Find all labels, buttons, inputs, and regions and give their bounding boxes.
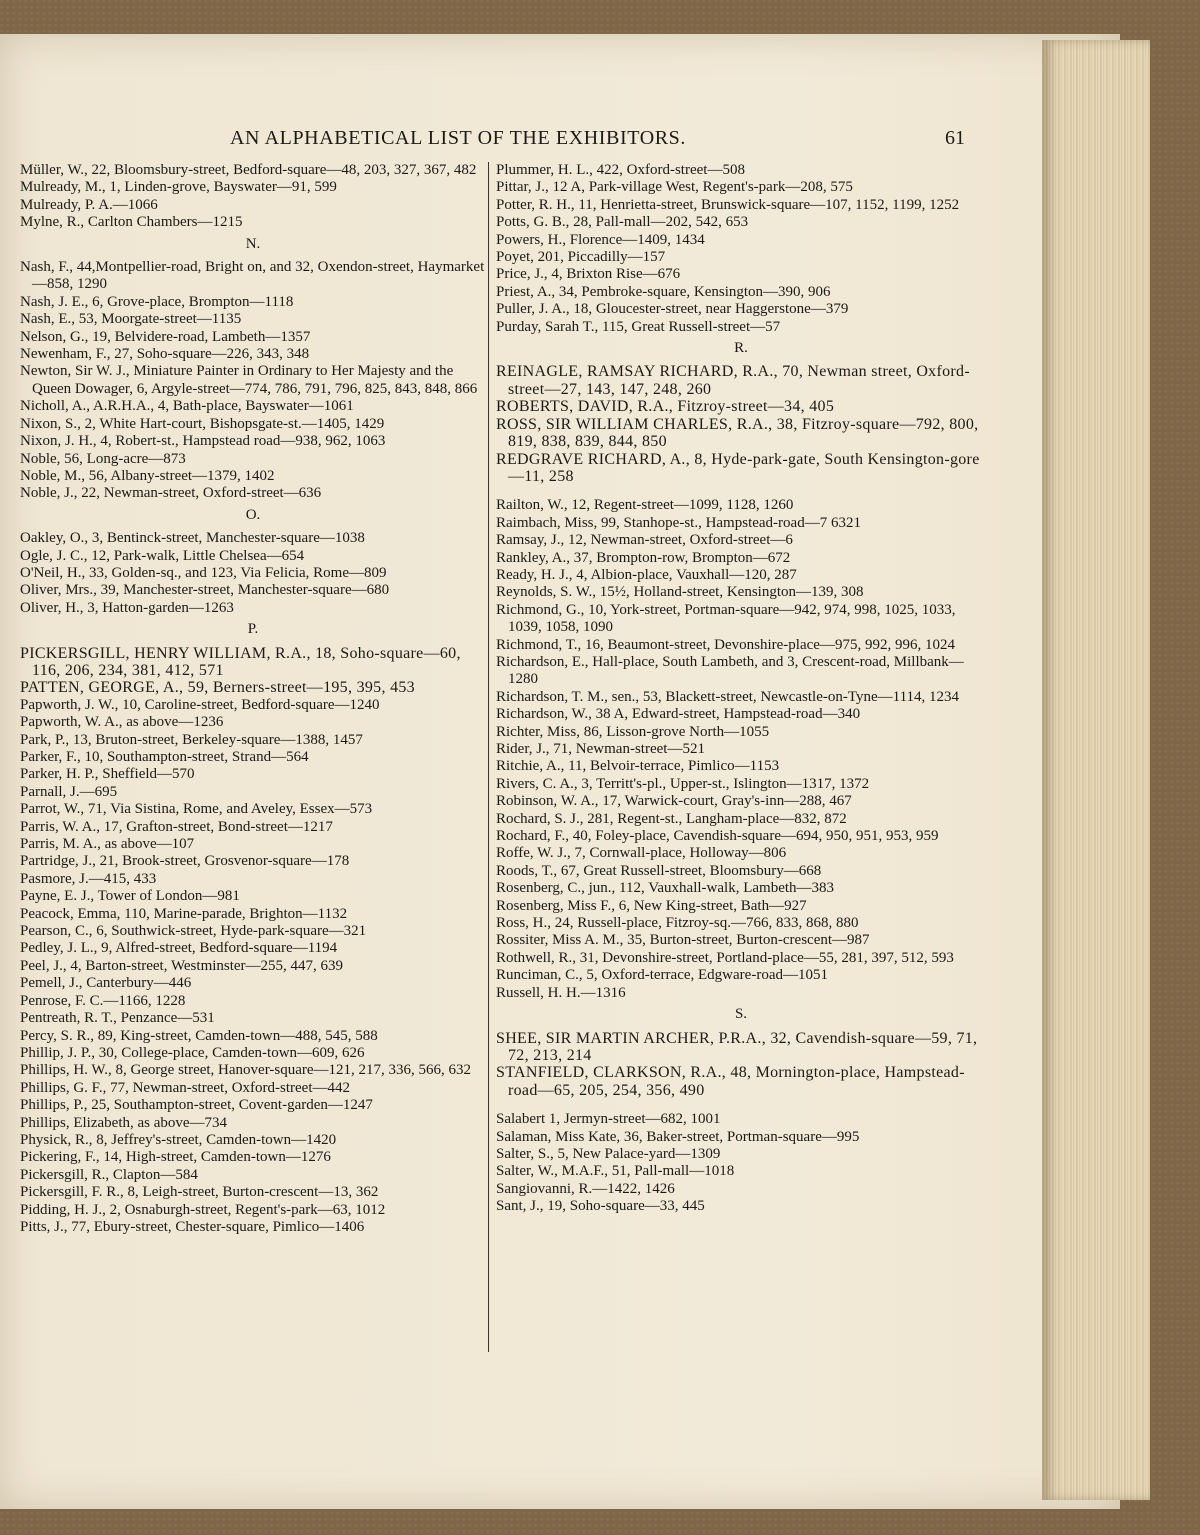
exhibitor-entry: Penrose, F. C.—1166, 1228 [20,992,186,1009]
academician-entry: PATTEN, GEORGE, A., 59, Berners-street—195, 395, 453 [20,679,415,697]
exhibitor-entry: Pickersgill, R., Clapton—584 [20,1166,198,1183]
exhibitor-entry: Pearson, C., 6, Southwick-street, Hyde-park-square—321 [20,923,367,940]
exhibitor-entry: Müller, W., 22, Bloomsbury-street, Bedford-square—48, 203, 327, 367, 482 [20,162,477,178]
exhibitor-entry: Sant, J., 19, Soho-square—33, 445 [496,1198,705,1215]
exhibitor-entry: Peel, J., 4, Barton-street, Westminster—255, 447, 639 [20,957,344,974]
section-letter: O. [245,506,261,523]
exhibitor-entry: Rochard, F., 40, Foley-place, Cavendish-square—694, 950, 951, 953, 959 [496,828,939,845]
page-title: AN ALPHABETICAL LIST OF THE EXHIBITORS. [230,127,687,149]
academician-entry: ROBERTS, DAVID, R.A., Fitzroy-street—34, 405 [496,398,835,416]
exhibitor-entry: Plummer, H. L., 422, Oxford-street—508 [496,162,745,178]
exhibitor-entry: Powers, H., Florence—1409, 1434 [496,231,705,248]
exhibitor-entry: Rothwell, R., 31, Devonshire-street, Portland-place—55, 281, 397, 512, 593 [496,949,954,966]
exhibitor-entry: Nash, F., 44,Montpellier-road, Bright on, and 32, Oxendon-street, Haymarket—858, 1290 [20,259,485,293]
academician-entry: REDGRAVE RICHARD, A., 8, Hyde-park-gate, South Kensington-gore—11, 258 [496,450,980,485]
exhibitor-entry: Salabert 1, Jermyn-street—682, 1001 [496,1111,721,1128]
exhibitor-entry: Puller, J. A., 18, Gloucester-street, near Haggerstone—379 [496,301,849,318]
exhibitor-entry: Pickering, F., 14, High-street, Camden-town—1276 [20,1149,331,1166]
exhibitor-entry: Nelson, G., 19, Belvidere-road, Lambeth—1357 [20,328,311,345]
exhibitor-entry: Pemell, J., Canterbury—446 [20,975,192,992]
exhibitor-entry: Rankley, A., 37, Brompton-row, Brompton—672 [496,549,791,566]
academician-entry: STANFIELD, CLARKSON, R.A., 48, Mornington-place, Hampstead-road—65, 205, 254, 356, 490 [496,1064,965,1099]
exhibitor-entry: Robinson, W. A., 17, Warwick-court, Gray's-inn—288, 467 [496,793,852,810]
exhibitor-entry: Ross, H., 24, Russell-place, Fitzroy-sq.—766, 833, 868, 880 [496,915,859,932]
exhibitor-entry: Rochard, S. J., 281, Regent-st., Langham-place—832, 872 [496,810,847,827]
academician-entry: REINAGLE, RAMSAY RICHARD, R.A., 70, Newman street, Oxford-street—27, 143, 147, 248, 260 [496,363,970,398]
exhibitor-entry: Raimbach, Miss, 99, Stanhope-st., Hampstead-road—7 6321 [496,514,861,531]
exhibitor-entry: Parris, W. A., 17, Grafton-street, Bond-street—1217 [20,818,333,835]
exhibitor-entry: Potts, G. B., 28, Pall-mall—202, 542, 653 [496,214,749,231]
exhibitor-entry: Nixon, S., 2, White Hart-court, Bishopsgate-st.—1405, 1429 [20,415,385,432]
academician-entry: SHEE, SIR MARTIN ARCHER, P.R.A., 32, Cavendish-square—59, 71, 72, 213, 214 [496,1029,978,1064]
exhibitor-entry: Roods, T., 67, Great Russell-street, Bloomsbury—668 [496,862,822,879]
exhibitor-entry: Rosenberg, Miss F., 6, New King-street, Bath—927 [496,897,807,914]
exhibitor-entry: Payne, E. J., Tower of London—981 [20,888,240,905]
section-letter: N. [245,235,261,252]
exhibitor-entry: Nixon, J. H., 4, Robert-st., Hampstead road—938, 962, 1063 [20,433,386,450]
exhibitor-entry: Phillips, H. W., 8, George street, Hanover-square—121, 217, 336, 566, 632 [20,1062,472,1079]
academician-entry: ROSS, SIR WILLIAM CHARLES, R.A., 38, Fitzroy-square—792, 800, 819, 838, 839, 844, 850 [496,415,979,451]
exhibitor-entry: Pickersgill, F. R., 8, Leigh-street, Burton-crescent—13, 362 [20,1184,379,1201]
exhibitor-entry: Noble, 56, Long-acre—873 [20,450,186,467]
right-column [496,162,986,1216]
section-letter: R. [734,340,748,357]
section-gap [496,485,986,497]
exhibitor-entry: Ramsay, J., 12, Newman-street, Oxford-street—6 [496,532,793,549]
exhibitor-entry: Ogle, J. C., 12, Park-walk, Little Chelsea—654 [20,547,305,564]
exhibitor-entry: Oliver, H., 3, Hatton-garden—1263 [20,599,234,616]
exhibitor-entry: Noble, M., 56, Albany-street—1379, 1402 [20,467,275,484]
exhibitor-entry: Runciman, C., 5, Oxford-terrace, Edgware-road—1051 [496,967,828,984]
exhibitor-entry: Priest, A., 34, Pembroke-square, Kensington—390, 906 [496,283,831,300]
exhibitor-entry: Phillips, G. F., 77, Newman-street, Oxford-street—442 [20,1079,350,1096]
exhibitor-entry: Russell, H. H.—1316 [496,984,626,1001]
exhibitor-entry: Newenham, F., 27, Soho-square—226, 343, 348 [20,346,310,363]
page-edges [1042,40,1150,1500]
exhibitor-entry: Rossiter, Miss A. M., 35, Burton-street, Burton-crescent—987 [496,932,870,949]
exhibitor-entry: Parker, F., 10, Southampton-street, Strand—564 [20,749,309,765]
exhibitor-entry: Rivers, C. A., 3, Territt's-pl., Upper-st., Islington—1317, 1372 [496,775,870,792]
section-letter: P. [247,621,259,638]
exhibitor-entry: Park, P., 13, Bruton-street, Berkeley-square—1388, 1457 [20,731,363,748]
exhibitor-entry: Nash, E., 53, Moorgate-street—1135 [20,311,242,328]
exhibitor-entry: Ready, H. J., 4, Albion-place, Vauxhall—120, 287 [496,566,797,583]
exhibitor-entry: O'Neil, H., 33, Golden-sq., and 123, Via Felicia, Rome—809 [20,564,387,581]
exhibitor-entry: Parnall, J.—695 [20,783,118,800]
exhibitor-entry: Pitts, J., 77, Ebury-street, Chester-square, Pimlico—1406 [20,1218,365,1235]
exhibitor-entry: Salter, W., M.A.F., 51, Pall-mall—1018 [496,1163,735,1180]
section-gap [496,1099,986,1111]
exhibitor-entry: Papworth, J. W., 10, Caroline-street, Bedford-square—1240 [20,696,380,713]
exhibitor-entry: Parris, M. A., as above—107 [20,836,195,853]
exhibitor-entry: Physick, R., 8, Jeffrey's-street, Camden-town—1420 [20,1131,337,1148]
exhibitor-entry: Rosenberg, C., jun., 112, Vauxhall-walk, Lambeth—383 [496,880,835,897]
exhibitor-entry: Peacock, Emma, 110, Marine-parade, Brighton—1132 [20,905,348,922]
exhibitor-entry: Salaman, Miss Kate, 36, Baker-street, Portman-square—995 [496,1128,860,1145]
exhibitor-entry: Phillip, J. P., 30, College-place, Camden-town—609, 626 [20,1044,365,1061]
exhibitor-entry: Newton, Sir W. J., Miniature Painter in Ordinary to Her Majesty and the Queen Dowager, 6, Argyle-street—774, 786, 791, 796, 825, 843, 848, 866 [20,363,478,397]
exhibitor-entry: Phillips, P., 25, Southampton-street, Covent-garden—1247 [20,1097,373,1114]
academician-entry: PICKERSGILL, HENRY WILLIAM, R.A., 18, Soho-square—60, 116, 206, 234, 381, 412, 571 [20,644,461,679]
exhibitor-entry: Richmond, T., 16, Beaumont-street, Devonshire-place—975, 992, 996, 1024 [496,636,955,653]
exhibitor-entry: Richardson, T. M., sen., 53, Blackett-street, Newcastle-on-Tyne—1114, 1234 [496,688,960,705]
exhibitor-entry: Parrot, W., 71, Via Sistina, Rome, and Aveley, Essex—573 [20,801,373,818]
exhibitor-entry: Oakley, O., 3, Bentinck-street, Manchester-square—1038 [20,530,365,547]
exhibitor-entry: Railton, W., 12, Regent-street—1099, 1128, 1260 [496,497,794,514]
exhibitor-entry: Parker, H. P., Sheffield—570 [20,766,195,783]
exhibitor-entry: Ritchie, A., 11, Belvoir-terrace, Pimlico—1153 [496,758,780,775]
exhibitor-entry: Pittar, J., 12 A, Park-village West, Regent's-park—208, 575 [496,179,853,196]
exhibitor-entry: Nash, J. E., 6, Grove-place, Brompton—1118 [20,293,294,310]
exhibitor-entry: Richter, Miss, 86, Lisson-grove North—1055 [496,723,770,740]
exhibitor-entry: Purday, Sarah T., 115, Great Russell-street—57 [496,318,781,335]
exhibitor-entry: Reynolds, S. W., 15½, Holland-street, Kensington—139, 308 [496,584,864,601]
exhibitor-entry: Sangiovanni, R.—1422, 1426 [496,1180,675,1197]
exhibitor-entry: Mylne, R., Carlton Chambers—1215 [20,214,243,231]
exhibitor-entry: Mulready, P. A.—1066 [20,196,158,213]
exhibitor-entry: Rider, J., 71, Newman-street—521 [496,741,705,757]
exhibitor-entry: Pentreath, R. T., Penzance—531 [20,1010,215,1027]
exhibitor-entry: Richardson, E., Hall-place, South Lambeth, and 3, Crescent-road, Millbank—1280 [496,653,964,688]
exhibitor-entry: Price, J., 4, Brixton Rise—676 [496,266,681,283]
running-head [0,127,1000,157]
exhibitor-entry: Poyet, 201, Piccadilly—157 [496,249,666,266]
exhibitor-entry: Richardson, W., 38 A, Edward-street, Hampstead-road—340 [496,706,861,723]
exhibitor-entry: Papworth, W. A., as above—1236 [20,714,224,731]
exhibitor-entry: Pedley, J. L., 9, Alfred-street, Bedford-square—1194 [20,940,338,957]
exhibitor-entry: Richmond, G., 10, York-street, Portman-square—942, 974, 998, 1025, 1033, 1039, 1058, 1090 [496,601,956,636]
exhibitor-entry: Nicholl, A., A.R.H.A., 4, Bath-place, Bayswater—1061 [20,398,354,415]
exhibitor-entry: Mulready, M., 1, Linden-grove, Bayswater—91, 599 [20,179,337,196]
exhibitor-entry: Phillips, Elizabeth, as above—734 [20,1114,228,1131]
exhibitor-entry: Noble, J., 22, Newman-street, Oxford-street—636 [20,485,322,502]
exhibitor-entry: Roffe, W. J., 7, Cornwall-place, Holloway—806 [496,845,787,862]
left-column [20,162,486,1236]
exhibitor-entry: Partridge, J., 21, Brook-street, Grosvenor-square—178 [20,853,350,870]
exhibitor-entry: Oliver, Mrs., 39, Manchester-street, Manchester-square—680 [20,582,390,599]
exhibitor-entry: Salter, S., 5, New Palace-yard—1309 [496,1145,721,1162]
exhibitor-entry: Percy, S. R., 89, King-street, Camden-town—488, 545, 588 [20,1027,378,1044]
section-letter: S. [734,1006,748,1023]
exhibitor-entry: Potter, R. H., 11, Henrietta-street, Brunswick-square—107, 1152, 1199, 1252 [496,196,960,213]
exhibitor-entry: Pasmore, J.—415, 433 [20,870,157,887]
page-number: 61 [945,127,965,149]
exhibitor-entry: Pidding, H. J., 2, Osnaburgh-street, Regent's-park—63, 1012 [20,1201,386,1218]
column-divider [488,162,489,1352]
